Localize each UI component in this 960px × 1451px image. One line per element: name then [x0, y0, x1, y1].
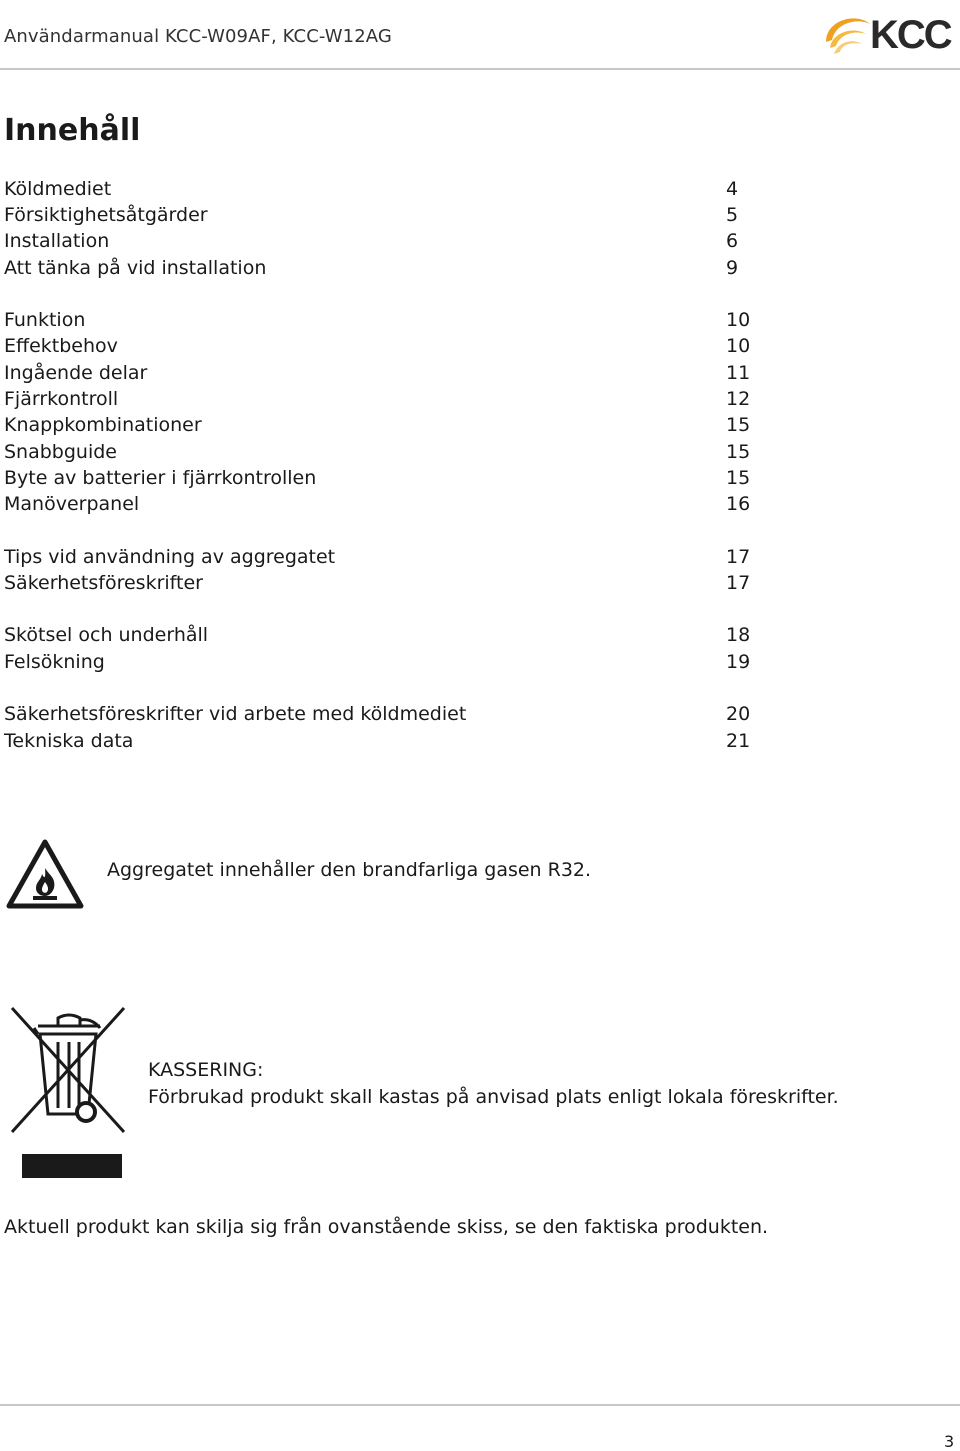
toc-entry-page: 15 — [726, 414, 751, 436]
flammable-warning-icon — [6, 838, 84, 910]
toc-entry-label: Felsökning — [4, 651, 105, 673]
toc-entry-label: Försiktighetsåtgärder — [4, 204, 208, 226]
header-divider — [0, 68, 960, 70]
logo-text: KCC — [870, 13, 951, 57]
toc-entry-page: 21 — [726, 730, 751, 752]
toc-entry-label: Funktion — [4, 309, 86, 331]
toc-entry-page: 17 — [726, 546, 751, 568]
toc-entry[interactable] — [4, 202, 764, 228]
toc-entry[interactable] — [4, 439, 764, 465]
toc-entry-label: Knappkombinationer — [4, 414, 202, 436]
toc-entry-label: Tekniska data — [4, 730, 134, 752]
toc-entry[interactable] — [4, 333, 764, 359]
kcc-logo — [820, 4, 960, 60]
toc-entry[interactable] — [4, 465, 764, 491]
toc-entry[interactable] — [4, 255, 764, 281]
footer-divider — [0, 1404, 960, 1406]
toc-entry-label: Effektbehov — [4, 335, 118, 357]
toc-entry-page: 15 — [726, 441, 751, 463]
disposal-title: KASSERING: — [148, 1059, 264, 1081]
toc-entry-label: Säkerhetsföreskrifter vid arbete med köldmediet — [4, 703, 467, 725]
toc-entry-page: 10 — [726, 309, 751, 331]
toc-entry[interactable] — [4, 412, 764, 438]
toc-entry-label: Installation — [4, 230, 110, 252]
toc-entry-label: Manöverpanel — [4, 493, 140, 515]
toc-entry-page: 12 — [726, 388, 751, 410]
disposal-instructions: Förbrukad produkt skall kastas på anvisad plats enligt lokala föreskrifter. — [148, 1086, 839, 1108]
toc-entry-page: 20 — [726, 703, 751, 725]
toc-entry[interactable] — [4, 544, 764, 570]
toc-heading: Innehåll — [4, 113, 141, 148]
toc-entry-label: Fjärrkontroll — [4, 388, 119, 410]
toc-entry-page: 16 — [726, 493, 751, 515]
toc-entry-page: 11 — [726, 362, 751, 384]
toc-entry-label: Tips vid användning av aggregatet — [4, 546, 336, 568]
toc-entry-page: 19 — [726, 651, 751, 673]
toc-entry[interactable] — [4, 622, 764, 648]
toc-entry-label: Säkerhetsföreskrifter — [4, 572, 203, 594]
toc-entry-label: Köldmediet — [4, 178, 112, 200]
toc-entry-page: 4 — [726, 178, 739, 200]
toc-entry[interactable] — [4, 360, 764, 386]
toc-entry-page: 5 — [726, 204, 739, 226]
toc-entry[interactable] — [4, 728, 764, 754]
flammable-gas-notice: Aggregatet innehåller den brandfarliga gasen R32. — [107, 859, 592, 881]
page-number: 3 — [944, 1432, 955, 1451]
toc-entry-page: 9 — [726, 257, 739, 279]
toc-entry-page: 15 — [726, 467, 751, 489]
toc-entry[interactable] — [4, 570, 764, 596]
toc-entry[interactable] — [4, 307, 764, 333]
toc-entry-label: Snabbguide — [4, 441, 117, 463]
toc-entry-page: 17 — [726, 572, 751, 594]
toc-entry-page: 18 — [726, 624, 751, 646]
toc-entry-label: Att tänka på vid installation — [4, 257, 267, 279]
toc-entry[interactable] — [4, 701, 764, 727]
toc-entry[interactable] — [4, 386, 764, 412]
toc-entry-label: Byte av batterier i fjärrkontrollen — [4, 467, 317, 489]
toc-entry-label: Ingående delar — [4, 362, 148, 384]
toc-entry[interactable] — [4, 228, 764, 254]
toc-entry-page: 10 — [726, 335, 751, 357]
toc-entry[interactable] — [4, 491, 764, 517]
toc-entry[interactable] — [4, 176, 764, 202]
toc-entry-page: 6 — [726, 230, 739, 252]
product-disclaimer: Aktuell produkt kan skilja sig från ovanstående skiss, se den faktiska produkten. — [4, 1216, 769, 1238]
toc-entry[interactable] — [4, 649, 764, 675]
logo-swirl-icon — [826, 18, 870, 54]
toc-entry-label: Skötsel och underhåll — [4, 624, 209, 646]
crossed-out-wheelie-bin-icon — [8, 1004, 130, 1182]
document-title: Användarmanual KCC-W09AF, KCC-W12AG — [4, 26, 392, 47]
